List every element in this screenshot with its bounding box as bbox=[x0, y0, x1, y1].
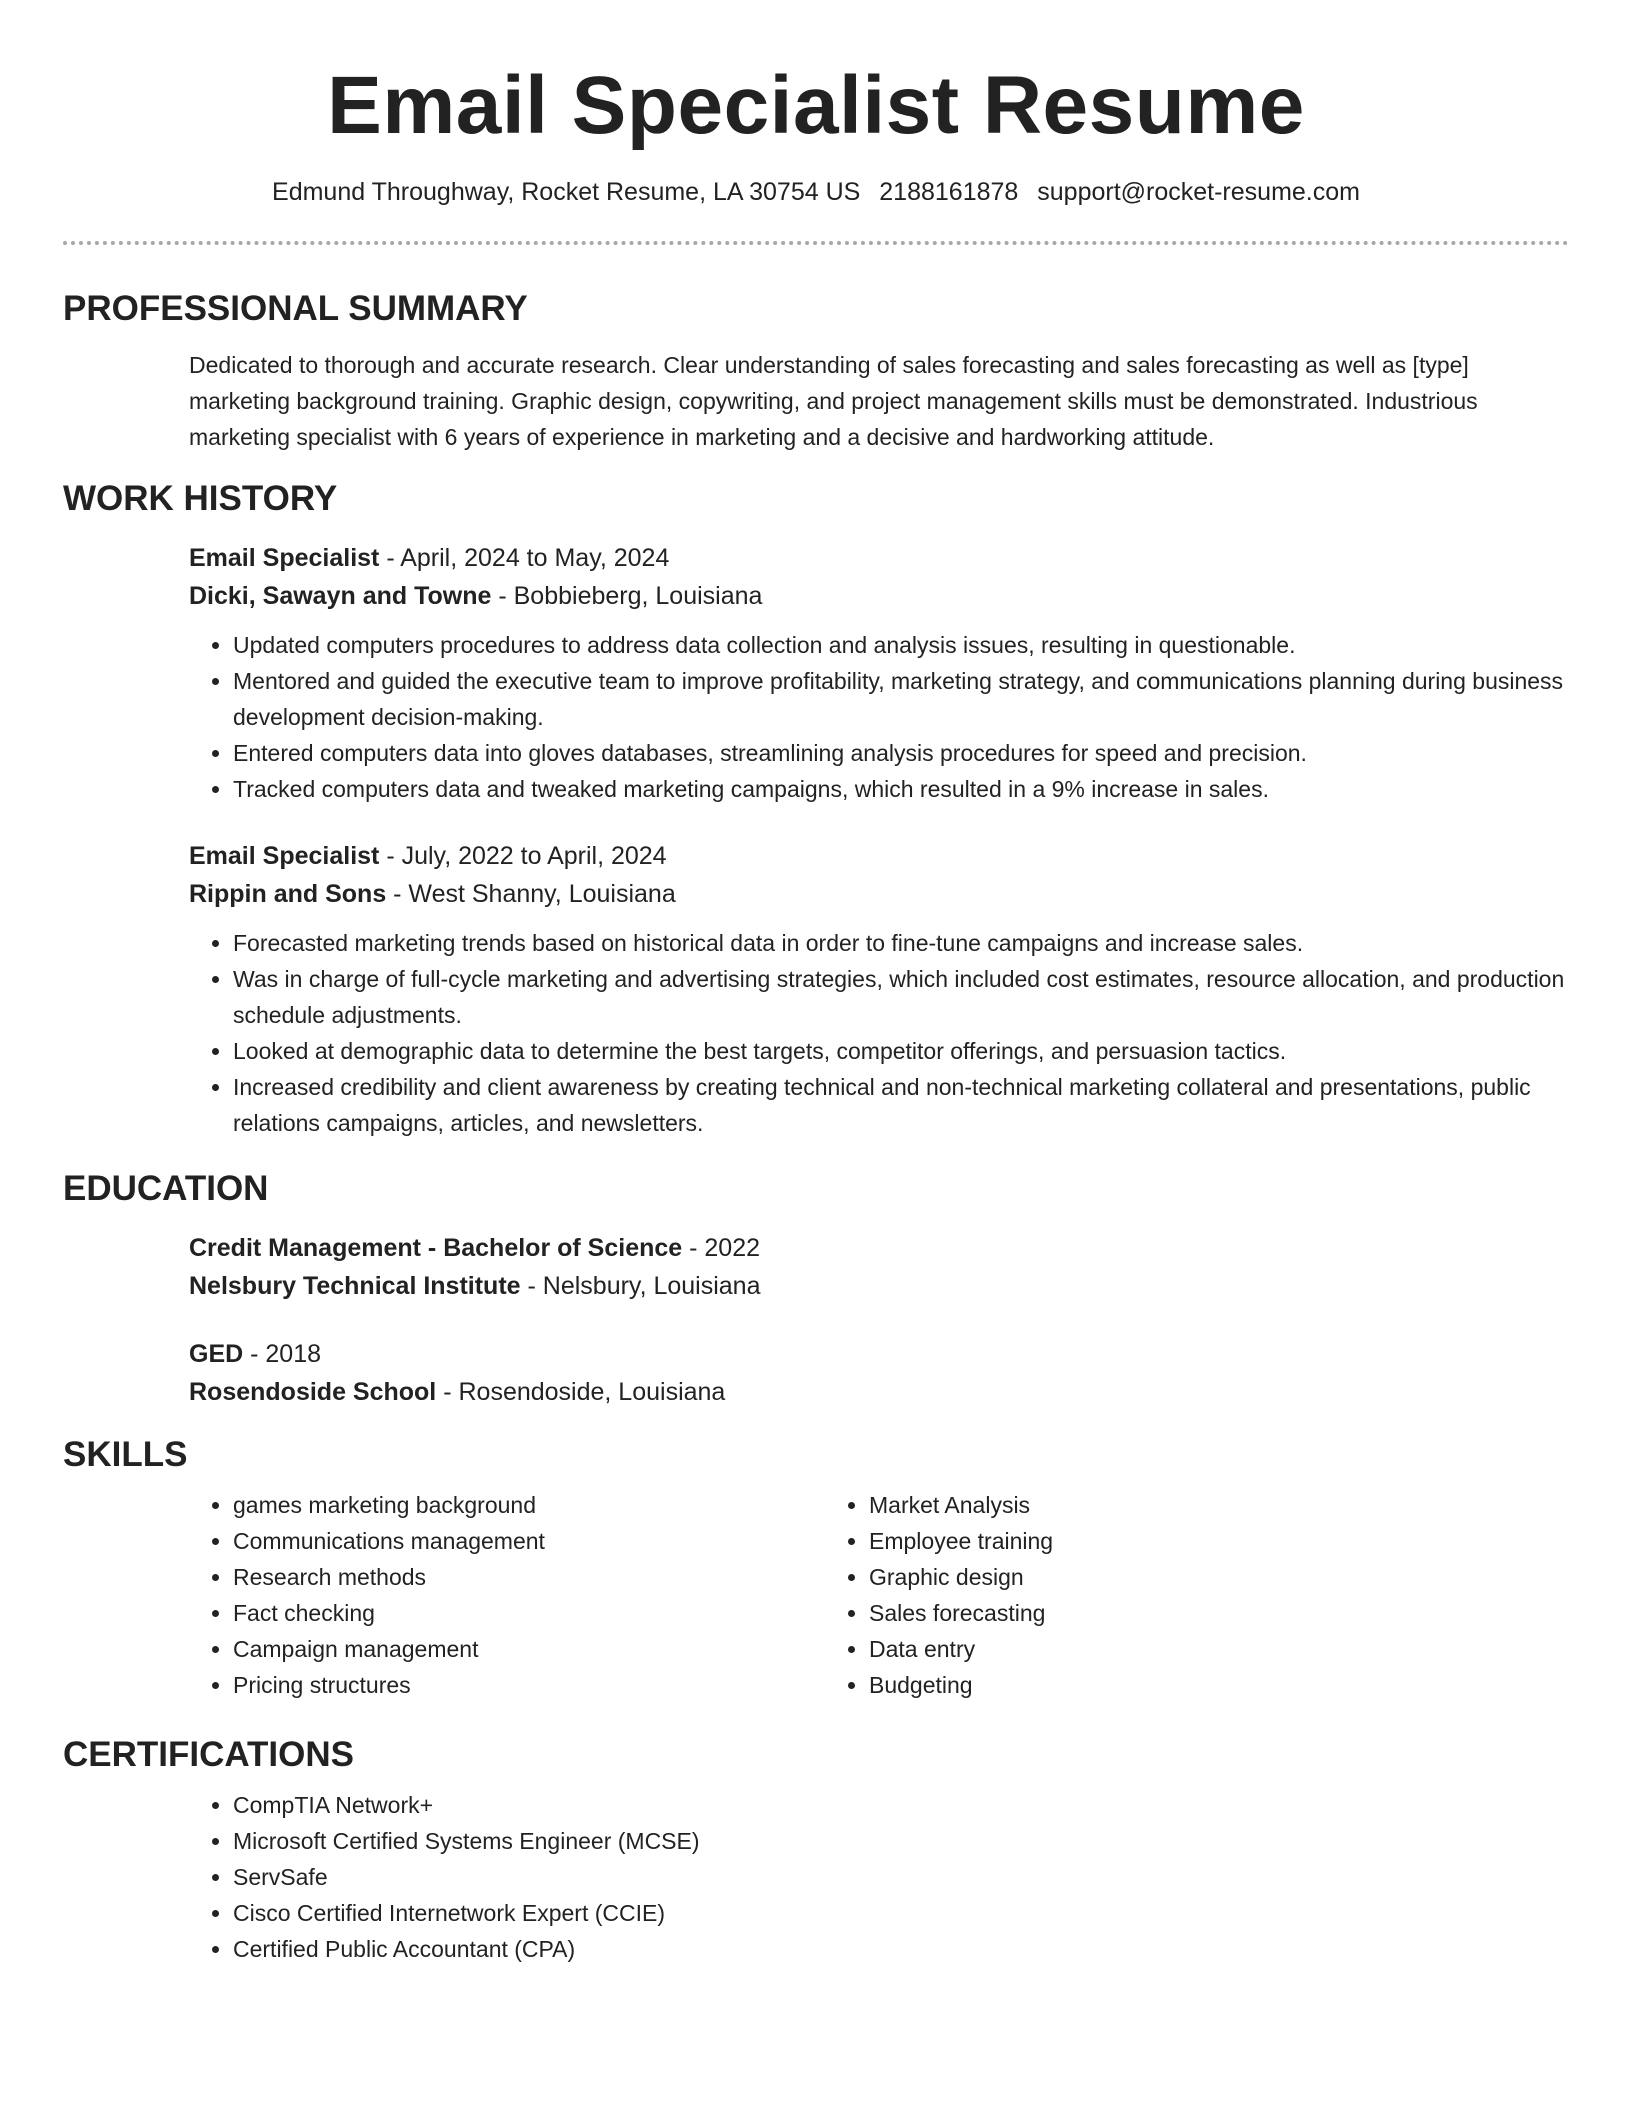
certifications-heading: CERTIFICATIONS bbox=[63, 1735, 355, 1774]
school-location: - Rosendoside, Louisiana bbox=[436, 1378, 726, 1406]
list-item: • games marketing background bbox=[233, 1487, 825, 1523]
education-entry bbox=[63, 1335, 1569, 1411]
skills-grid bbox=[63, 1487, 1569, 1703]
job-dates: - April, 2024 to May, 2024 bbox=[379, 544, 670, 572]
job-company: Rippin and Sons bbox=[189, 880, 387, 908]
summary-text: Dedicated to thorough and accurate research. Clear understanding of sales forecasting and sales forecasting as well as [type] marketing background training. Graphic design, copywriting, and project management skills must be demonstrated. Industrious marketing specialist with 6 years of experience in marketing and a decisive and hardworking attitude. bbox=[189, 352, 1478, 450]
list-item: • Employee training bbox=[869, 1523, 1461, 1559]
job-company: Dicki, Sawayn and Towne bbox=[189, 582, 492, 610]
job-company-line bbox=[189, 577, 1569, 615]
list-item: • Pricing structures bbox=[233, 1667, 825, 1703]
work-history-heading: WORK HISTORY bbox=[63, 479, 338, 518]
job-title: Email Specialist bbox=[189, 544, 380, 572]
school-location: - Nelsbury, Louisiana bbox=[520, 1272, 761, 1300]
school-line bbox=[189, 1267, 1569, 1305]
list-item: • Forecasted marketing trends based on historical data in order to fine-tune campaigns and increase sales. bbox=[233, 925, 1569, 961]
list-item: • Fact checking bbox=[233, 1595, 825, 1631]
skills-column-right bbox=[825, 1487, 1461, 1703]
job-entry bbox=[63, 837, 1569, 1141]
degree-line bbox=[189, 1229, 1569, 1267]
list-item: • Graphic design bbox=[869, 1559, 1461, 1595]
job-title-line bbox=[189, 539, 1569, 577]
resume-title: Email Specialist Resume bbox=[327, 60, 1305, 151]
degree-year: - 2022 bbox=[682, 1234, 761, 1262]
list-item: • Updated computers procedures to address data collection and analysis issues, resulting in questionable. bbox=[233, 627, 1569, 663]
school-line bbox=[189, 1373, 1569, 1411]
list-item: • Tracked computers data and tweaked marketing campaigns, which resulted in a 9% increase in sales. bbox=[233, 771, 1569, 807]
list-item: • Increased credibility and client awareness by creating technical and non-technical marketing collateral and presentations, public relations campaigns, articles, and newsletters. bbox=[233, 1069, 1569, 1141]
certifications-list bbox=[189, 1787, 1569, 1967]
list-item: • Data entry bbox=[869, 1631, 1461, 1667]
job-company-line bbox=[189, 875, 1569, 913]
list-item: • Research methods bbox=[233, 1559, 825, 1595]
list-item: • Looked at demographic data to determine the best targets, competitor offerings, and persuasion tactics. bbox=[233, 1033, 1569, 1069]
list-item: • Communications management bbox=[233, 1523, 825, 1559]
education-entry bbox=[63, 1229, 1569, 1305]
degree-line bbox=[189, 1335, 1569, 1373]
list-item: • CompTIA Network+ bbox=[233, 1787, 1569, 1823]
list-item: • Was in charge of full-cycle marketing and advertising strategies, which included cost estimates, resource allocation, and production schedule adjustments. bbox=[233, 961, 1569, 1033]
list-item: • Mentored and guided the executive team to improve profitability, marketing strategy, and communications planning during business development decision-making. bbox=[233, 663, 1569, 735]
job-entry bbox=[63, 539, 1569, 807]
list-item: • Microsoft Certified Systems Engineer (MCSE) bbox=[233, 1823, 1569, 1859]
job-bullets bbox=[189, 925, 1569, 1141]
contact-address: Edmund Throughway, Rocket Resume, LA 30754 US bbox=[272, 178, 861, 206]
job-bullets bbox=[189, 627, 1569, 807]
list-item: • Certified Public Accountant (CPA) bbox=[233, 1931, 1569, 1967]
list-item: • Market Analysis bbox=[869, 1487, 1461, 1523]
contact-phone: 2188161878 bbox=[879, 178, 1019, 206]
summary-heading: PROFESSIONAL SUMMARY bbox=[63, 289, 528, 328]
skills-heading: SKILLS bbox=[63, 1435, 188, 1474]
degree: GED bbox=[189, 1340, 244, 1368]
list-item: • Sales forecasting bbox=[869, 1595, 1461, 1631]
job-location: - West Shanny, Louisiana bbox=[386, 880, 676, 908]
school: Rosendoside School bbox=[189, 1378, 437, 1406]
work-history-section bbox=[63, 477, 1569, 1141]
list-item: • ServSafe bbox=[233, 1859, 1569, 1895]
skills-section bbox=[63, 1433, 1569, 1703]
skills-column-left bbox=[189, 1487, 825, 1703]
education-heading: EDUCATION bbox=[63, 1169, 269, 1208]
contact-line bbox=[63, 176, 1569, 208]
job-title-line bbox=[189, 837, 1569, 875]
summary-section bbox=[63, 287, 1569, 455]
degree: Credit Management - Bachelor of Science bbox=[189, 1234, 683, 1262]
education-section bbox=[63, 1167, 1569, 1411]
job-title: Email Specialist bbox=[189, 842, 380, 870]
certifications-section bbox=[63, 1733, 1569, 1967]
list-item: • Cisco Certified Internetwork Expert (CCIE) bbox=[233, 1895, 1569, 1931]
list-item: • Campaign management bbox=[233, 1631, 825, 1667]
job-location: - Bobbieberg, Louisiana bbox=[491, 582, 763, 610]
degree-year: - 2018 bbox=[243, 1340, 322, 1368]
header-divider bbox=[63, 241, 1569, 245]
list-item: • Entered computers data into gloves databases, streamlining analysis procedures for speed and precision. bbox=[233, 735, 1569, 771]
contact-email: support@rocket-resume.com bbox=[1037, 178, 1360, 206]
list-item: • Budgeting bbox=[869, 1667, 1461, 1703]
job-dates: - July, 2022 to April, 2024 bbox=[379, 842, 667, 870]
school: Nelsbury Technical Institute bbox=[189, 1272, 521, 1300]
